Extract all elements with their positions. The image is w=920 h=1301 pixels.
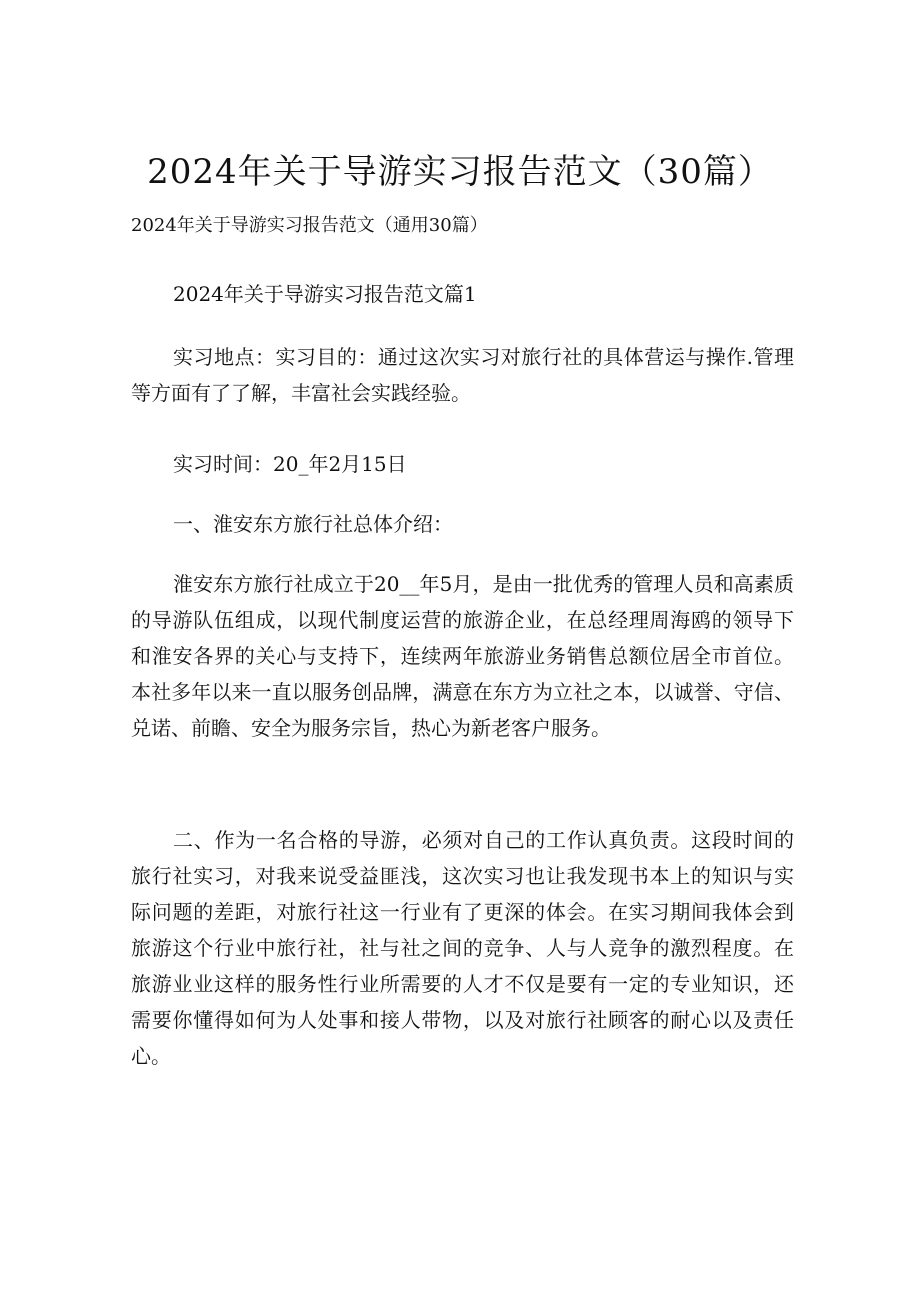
- paragraph-line: 二、作为一名合格的导游，必须对自己的工作认真负责。这段时间的: [173, 828, 794, 852]
- paragraph-line: 等方面有了了解，丰富社会实践经验。: [131, 381, 471, 405]
- paragraph-line: 旅游业业这样的服务性行业所需要的人才不仅是要有一定的专业知识，还: [131, 972, 794, 996]
- paragraph-line: 和淮安各界的关心与支持下，连续两年旅游业务销售总额位居全市首位。: [131, 644, 794, 668]
- paragraph-line: 旅游这个行业中旅行社，社与社之间的竞争、人与人竞争的激烈程度。在: [131, 936, 794, 960]
- document-subtitle: 2024年关于导游实习报告范文（通用30篇）: [131, 215, 488, 236]
- paragraph-line: 本社多年以来一直以服务创品牌，满意在东方为立社之本，以诚誉、守信、: [131, 680, 794, 704]
- paragraph-line: 际问题的差距，对旅行社这一行业有了更深的体会。在实习期间我体会到: [131, 900, 794, 924]
- document-title: 2024年关于导游实习报告范文（30篇）: [147, 152, 773, 192]
- paragraph-line: 兑诺、前瞻、安全为服务宗旨，热心为新老客户服务。: [131, 716, 611, 740]
- paragraph-line: 实习时间：20_年2月15日: [173, 452, 407, 476]
- section-heading-block: [131, 276, 794, 312]
- paragraph-line: 旅行社实习，对我来说受益匪浅，这次实习也让我发现书本上的知识与实: [131, 864, 794, 888]
- paragraph-line: 的导游队伍组成，以现代制度运营的旅游企业，在总经理周海鸥的领导下: [131, 608, 794, 632]
- paragraph-line: 一、淮安东方旅行社总体介绍：: [173, 512, 453, 536]
- paragraph-line: 需要你懂得如何为人处事和接人带物，以及对旅行社顾客的耐心以及责任: [131, 1008, 794, 1032]
- paragraph-line: 心。: [131, 1044, 171, 1068]
- section-heading: 2024年关于导游实习报告范文篇1: [173, 282, 477, 306]
- paragraph-guide-responsibility: [131, 822, 794, 1074]
- paragraph-location-purpose: [131, 339, 794, 411]
- paragraph-time: [131, 446, 794, 482]
- paragraph-agency-intro: [131, 566, 794, 746]
- paragraph-line: 实习地点：实习目的：通过这次实习对旅行社的具体营运与操作.管理: [173, 345, 794, 369]
- paragraph-line: 淮安东方旅行社成立于20__年5月，是由一批优秀的管理人员和高素质: [173, 572, 794, 596]
- paragraph-agency-heading: [131, 506, 794, 542]
